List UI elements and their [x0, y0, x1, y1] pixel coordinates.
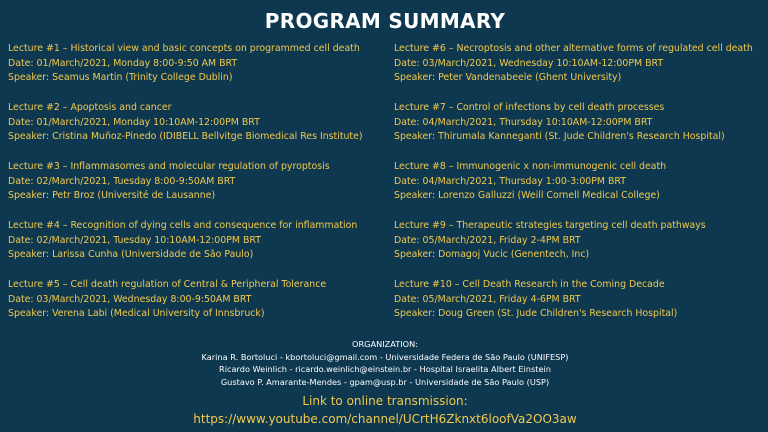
lecture-7 [394, 101, 762, 160]
lecture-columns [8, 42, 762, 337]
lecture-title: Lecture #7 – Control of infections by cell death processes [394, 102, 665, 113]
lecture-8 [394, 160, 762, 219]
lecture-4 [8, 219, 388, 278]
lecture-speaker: Speaker: Cristina Muñoz-Pinedo (IDIBELL Bellvitge Biomedical Res Institute) [8, 131, 363, 142]
transmission-link[interactable]: https://www.youtube.com/channel/UCrtH6Zknxt6loofVa2OO3aw [193, 412, 577, 426]
lecture-speaker: Speaker: Peter Vandenabeele (Ghent University) [394, 72, 622, 83]
lecture-speaker: Speaker: Seamus Martin (Trinity College Dublin) [8, 72, 233, 83]
lecture-3 [8, 160, 388, 219]
lecture-5 [8, 278, 388, 337]
page-title: PROGRAM SUMMARY [264, 9, 506, 33]
lecture-9 [394, 219, 762, 278]
lecture-date: Date: 01/March/2021, Monday 10:10AM-12:00PM BRT [8, 116, 260, 128]
lecture-speaker: Speaker: Thirumala Kanneganti (St. Jude Children's Research Hospital) [394, 131, 725, 142]
lecture-title: Lecture #5 – Cell death regulation of Central & Peripheral Tolerance [8, 279, 327, 290]
organizer-line: Karina R. Bortoluci - kbortoluci@gmail.com - Universidade Federa de São Paulo (UNIFESP) [201, 351, 569, 362]
lecture-title: Lecture #6 – Necroptosis and other alternative forms of regulated cell death [394, 43, 753, 54]
lecture-column-right [394, 42, 762, 337]
organization-heading: ORGANIZATION: [352, 339, 418, 349]
lecture-title: Lecture #1 – Historical view and basic concepts on programmed cell death [8, 43, 360, 54]
lecture-title: Lecture #9 – Therapeutic strategies targeting cell death pathways [394, 220, 706, 231]
lecture-column-left [8, 42, 388, 337]
lecture-date: Date: 01/March/2021, Monday 8:00-9:50 AM BRT [8, 57, 238, 69]
lecture-6 [394, 42, 762, 101]
lecture-1 [8, 42, 388, 101]
lecture-date: Date: 05/March/2021, Friday 2-4PM BRT [394, 234, 581, 246]
lecture-speaker: Speaker: Larissa Cunha (Universidade de São Paulo) [8, 249, 254, 260]
organization-section [8, 338, 762, 388]
lecture-speaker: Speaker: Verena Labi (Medical University of Innsbruck) [8, 308, 265, 319]
lecture-speaker: Speaker: Lorenzo Galluzzi (Weill Cornell Medical College) [394, 190, 660, 201]
lecture-title: Lecture #4 – Recognition of dying cells and consequence for inflammation [8, 220, 358, 231]
lecture-date: Date: 03/March/2021, Wednesday 8:00-9:50AM BRT [8, 293, 252, 305]
lecture-speaker: Speaker: Petr Broz (Université de Lausanne) [8, 190, 216, 201]
organizer-line: Gustavo P. Amarante-Mendes - gpam@usp.br - Universidade de São Paulo (USP) [220, 376, 550, 387]
organizer-line: Ricardo Weinlich - ricardo.weinlich@einstein.br - Hospital Israelita Albert Einstein [219, 364, 551, 374]
lecture-title: Lecture #2 – Apoptosis and cancer [8, 102, 172, 113]
transmission-heading: Link to online transmission: [302, 394, 468, 408]
lecture-date: Date: 02/March/2021, Tuesday 10:10AM-12:00PM BRT [8, 234, 261, 246]
lecture-speaker: Speaker: Domagoj Vucic (Genentech, Inc) [394, 249, 590, 260]
lecture-date: Date: 04/March/2021, Thursday 10:10AM-12:00PM BRT [394, 116, 653, 128]
lecture-title: Lecture #10 – Cell Death Research in the Coming Decade [394, 279, 665, 290]
lecture-title: Lecture #3 – Inflammasomes and molecular regulation of pyroptosis [8, 161, 330, 172]
lecture-title: Lecture #8 – Immunogenic x non-immunogenic cell death [394, 161, 667, 172]
lecture-date: Date: 04/March/2021, Thursday 1:00-3:00PM BRT [394, 175, 626, 187]
lecture-2 [8, 101, 388, 160]
lecture-date: Date: 03/March/2021, Wednesday 10:10AM-12:00PM BRT [394, 57, 664, 69]
lecture-date: Date: 05/March/2021, Friday 4-6PM BRT [394, 293, 581, 305]
lecture-10 [394, 278, 762, 337]
lecture-speaker: Speaker: Doug Green (St. Jude Children's Research Hospital) [394, 308, 678, 319]
lecture-date: Date: 02/March/2021, Tuesday 8:00-9:50AM BRT [8, 175, 236, 187]
